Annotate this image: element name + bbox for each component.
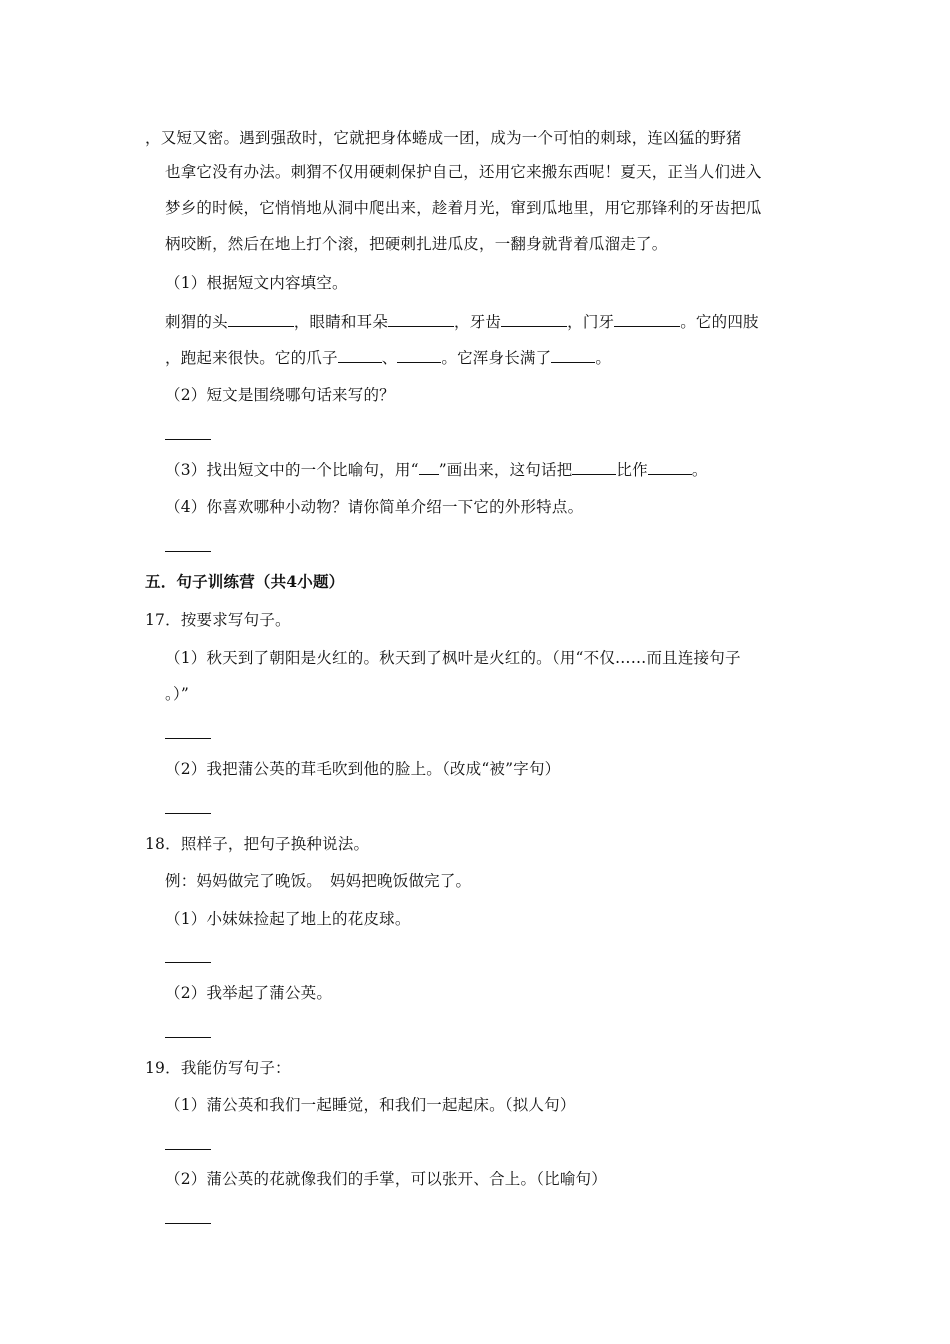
q16-part3-prompt [165,459,708,481]
answer-blank[interactable] [572,459,616,475]
q18-part2-prompt: （2）我举起了蒲公英。 [165,984,333,1002]
underline-mark [419,459,439,475]
answer-line[interactable] [165,551,211,552]
q17-part1-line2: 。）” [165,685,190,703]
q19-stem: 19．我能仿写句子： [145,1059,291,1077]
answer-line[interactable] [165,813,211,814]
q17-stem: 17．按要求写句子。 [145,611,291,629]
q16-fill-line-1 [165,311,759,333]
q16-part2-prompt: （2）短文是围绕哪句话来写的？ [165,386,395,404]
answer-blank[interactable] [397,347,441,363]
q16-part1-prompt: （1）根据短文内容填空。 [165,274,348,292]
answer-blank[interactable] [648,459,692,475]
q18-part1-prompt: （1）小妹妹捡起了地上的花皮球。 [165,910,411,928]
fill-text: 刺猬的头 [165,313,228,331]
prompt-text: 比作 [616,461,648,479]
prompt-text: 。 [691,461,708,479]
fill-text: 。 [595,349,612,367]
answer-blank[interactable] [501,311,567,327]
q19-part1-prompt: （1）蒲公英和我们一起睡觉，和我们一起起床。（拟人句） [165,1096,576,1114]
answer-blank[interactable] [228,311,294,327]
q16-part4-prompt: （4）你喜欢哪种小动物？请你简单介绍一下它的外形特点。 [165,498,584,516]
prompt-text: ”画出来，这句话把 [438,461,573,479]
fill-text: ，牙齿 [454,313,502,331]
passage-line-4: 柄咬断，然后在地上打个滚，把硬刺扎进瓜皮，一翻身就背着瓜溜走了。 [165,235,668,253]
answer-line[interactable] [165,1037,211,1038]
answer-blank[interactable] [338,347,382,363]
answer-line[interactable] [165,962,211,963]
q18-stem: 18．照样子，把句子换种说法。 [145,835,370,853]
answer-line[interactable] [165,1149,211,1150]
fill-text: 。它浑身长满了 [441,349,552,367]
q16-fill-line-2 [165,347,611,369]
fill-text: ，眼睛和耳朵 [293,313,389,331]
answer-blank[interactable] [614,311,680,327]
fill-text: 。它的四肢 [680,313,759,331]
q19-part2-prompt: （2）蒲公英的花就像我们的手掌，可以张开、合上。（比喻句） [165,1170,607,1188]
passage-line-3: 梦乡的时候，它悄悄地从洞中爬出来，趁着月光，窜到瓜地里，用它那锋利的牙齿把瓜 [165,199,762,217]
answer-line[interactable] [165,1223,211,1224]
fill-text: ，门牙 [567,313,615,331]
section-title: 五．句子训练营（共4小题） [145,572,345,591]
answer-blank[interactable] [388,311,454,327]
passage-line-2: 也拿它没有办法。刺猬不仅用硬刺保护自己，还用它来搬东西呢！夏天，正当人们进入 [165,163,762,181]
passage-line-1: ，又短又密。遇到强敌时，它就把身体蜷成一团，成为一个可怕的刺球，连凶猛的野猪 [145,129,742,147]
prompt-text: （3）找出短文中的一个比喻句，用“ [165,461,419,479]
fill-text: ，跑起来很快。它的爪子 [165,349,338,367]
answer-line[interactable] [165,439,211,440]
q18-example: 例：妈妈做完了晚饭。 妈妈把晚饭做完了。 [165,872,472,890]
answer-blank[interactable] [551,347,595,363]
q17-part2-prompt: （2）我把蒲公英的茸毛吹到他的脸上。（改成“被”字句） [165,760,561,778]
fill-text: 、 [381,349,398,367]
q17-part1-line1: （1）秋天到了朝阳是火红的。秋天到了枫叶是火红的。（用“不仅……而且连接句子 [165,649,741,667]
answer-line[interactable] [165,738,211,739]
